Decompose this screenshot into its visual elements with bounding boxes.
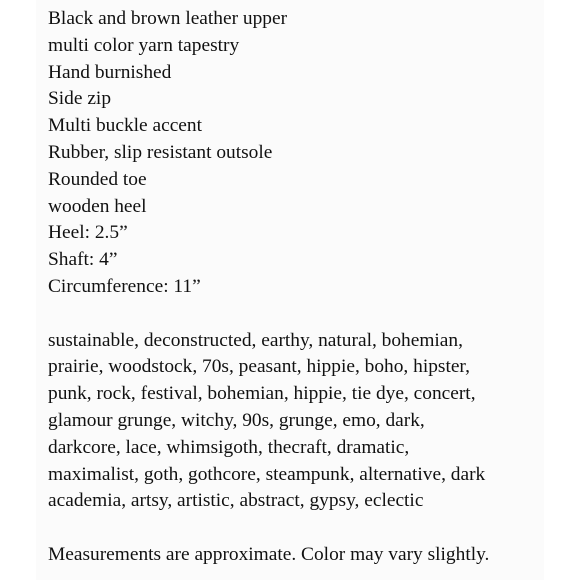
spec-line: multi color yarn tapestry [48, 34, 240, 56]
spec-line: Circumference: 11” [48, 275, 201, 297]
spec-line: wooden heel [48, 195, 147, 217]
style-tags [48, 328, 548, 516]
spec-line: Multi buckle accent [48, 115, 202, 137]
tags-line: sustainable, deconstructed, earthy, natural, bohemian, [48, 329, 463, 351]
spec-line: Rubber, slip resistant outsole [48, 141, 273, 163]
spec-line: Hand burnished [48, 61, 172, 83]
spec-line: Shaft: 4” [48, 249, 118, 271]
tags-line: academia, artsy, artistic, abstract, gypsy, eclectic [48, 490, 424, 512]
product-description [48, 6, 548, 569]
tags-line: punk, rock, festival, bohemian, hippie, tie dye, concert, [48, 383, 476, 405]
measurement-note: Measurements are approximate. Color may vary slightly. [48, 543, 490, 565]
spec-line: Black and brown leather upper [48, 8, 288, 29]
spec-line: Rounded toe [48, 168, 147, 190]
spec-line: Side zip [48, 88, 112, 110]
tags-line: maximalist, goth, gothcore, steampunk, alternative, dark [48, 463, 486, 485]
tags-line: glamour grunge, witchy, 90s, grunge, emo, dark, [48, 409, 425, 431]
tags-line: darkcore, lace, whimsigoth, thecraft, dramatic, [48, 436, 410, 458]
spec-line: Heel: 2.5” [48, 222, 128, 244]
tags-line: prairie, woodstock, 70s, peasant, hippie, boho, hipster, [48, 356, 470, 378]
spec-list [48, 6, 548, 301]
